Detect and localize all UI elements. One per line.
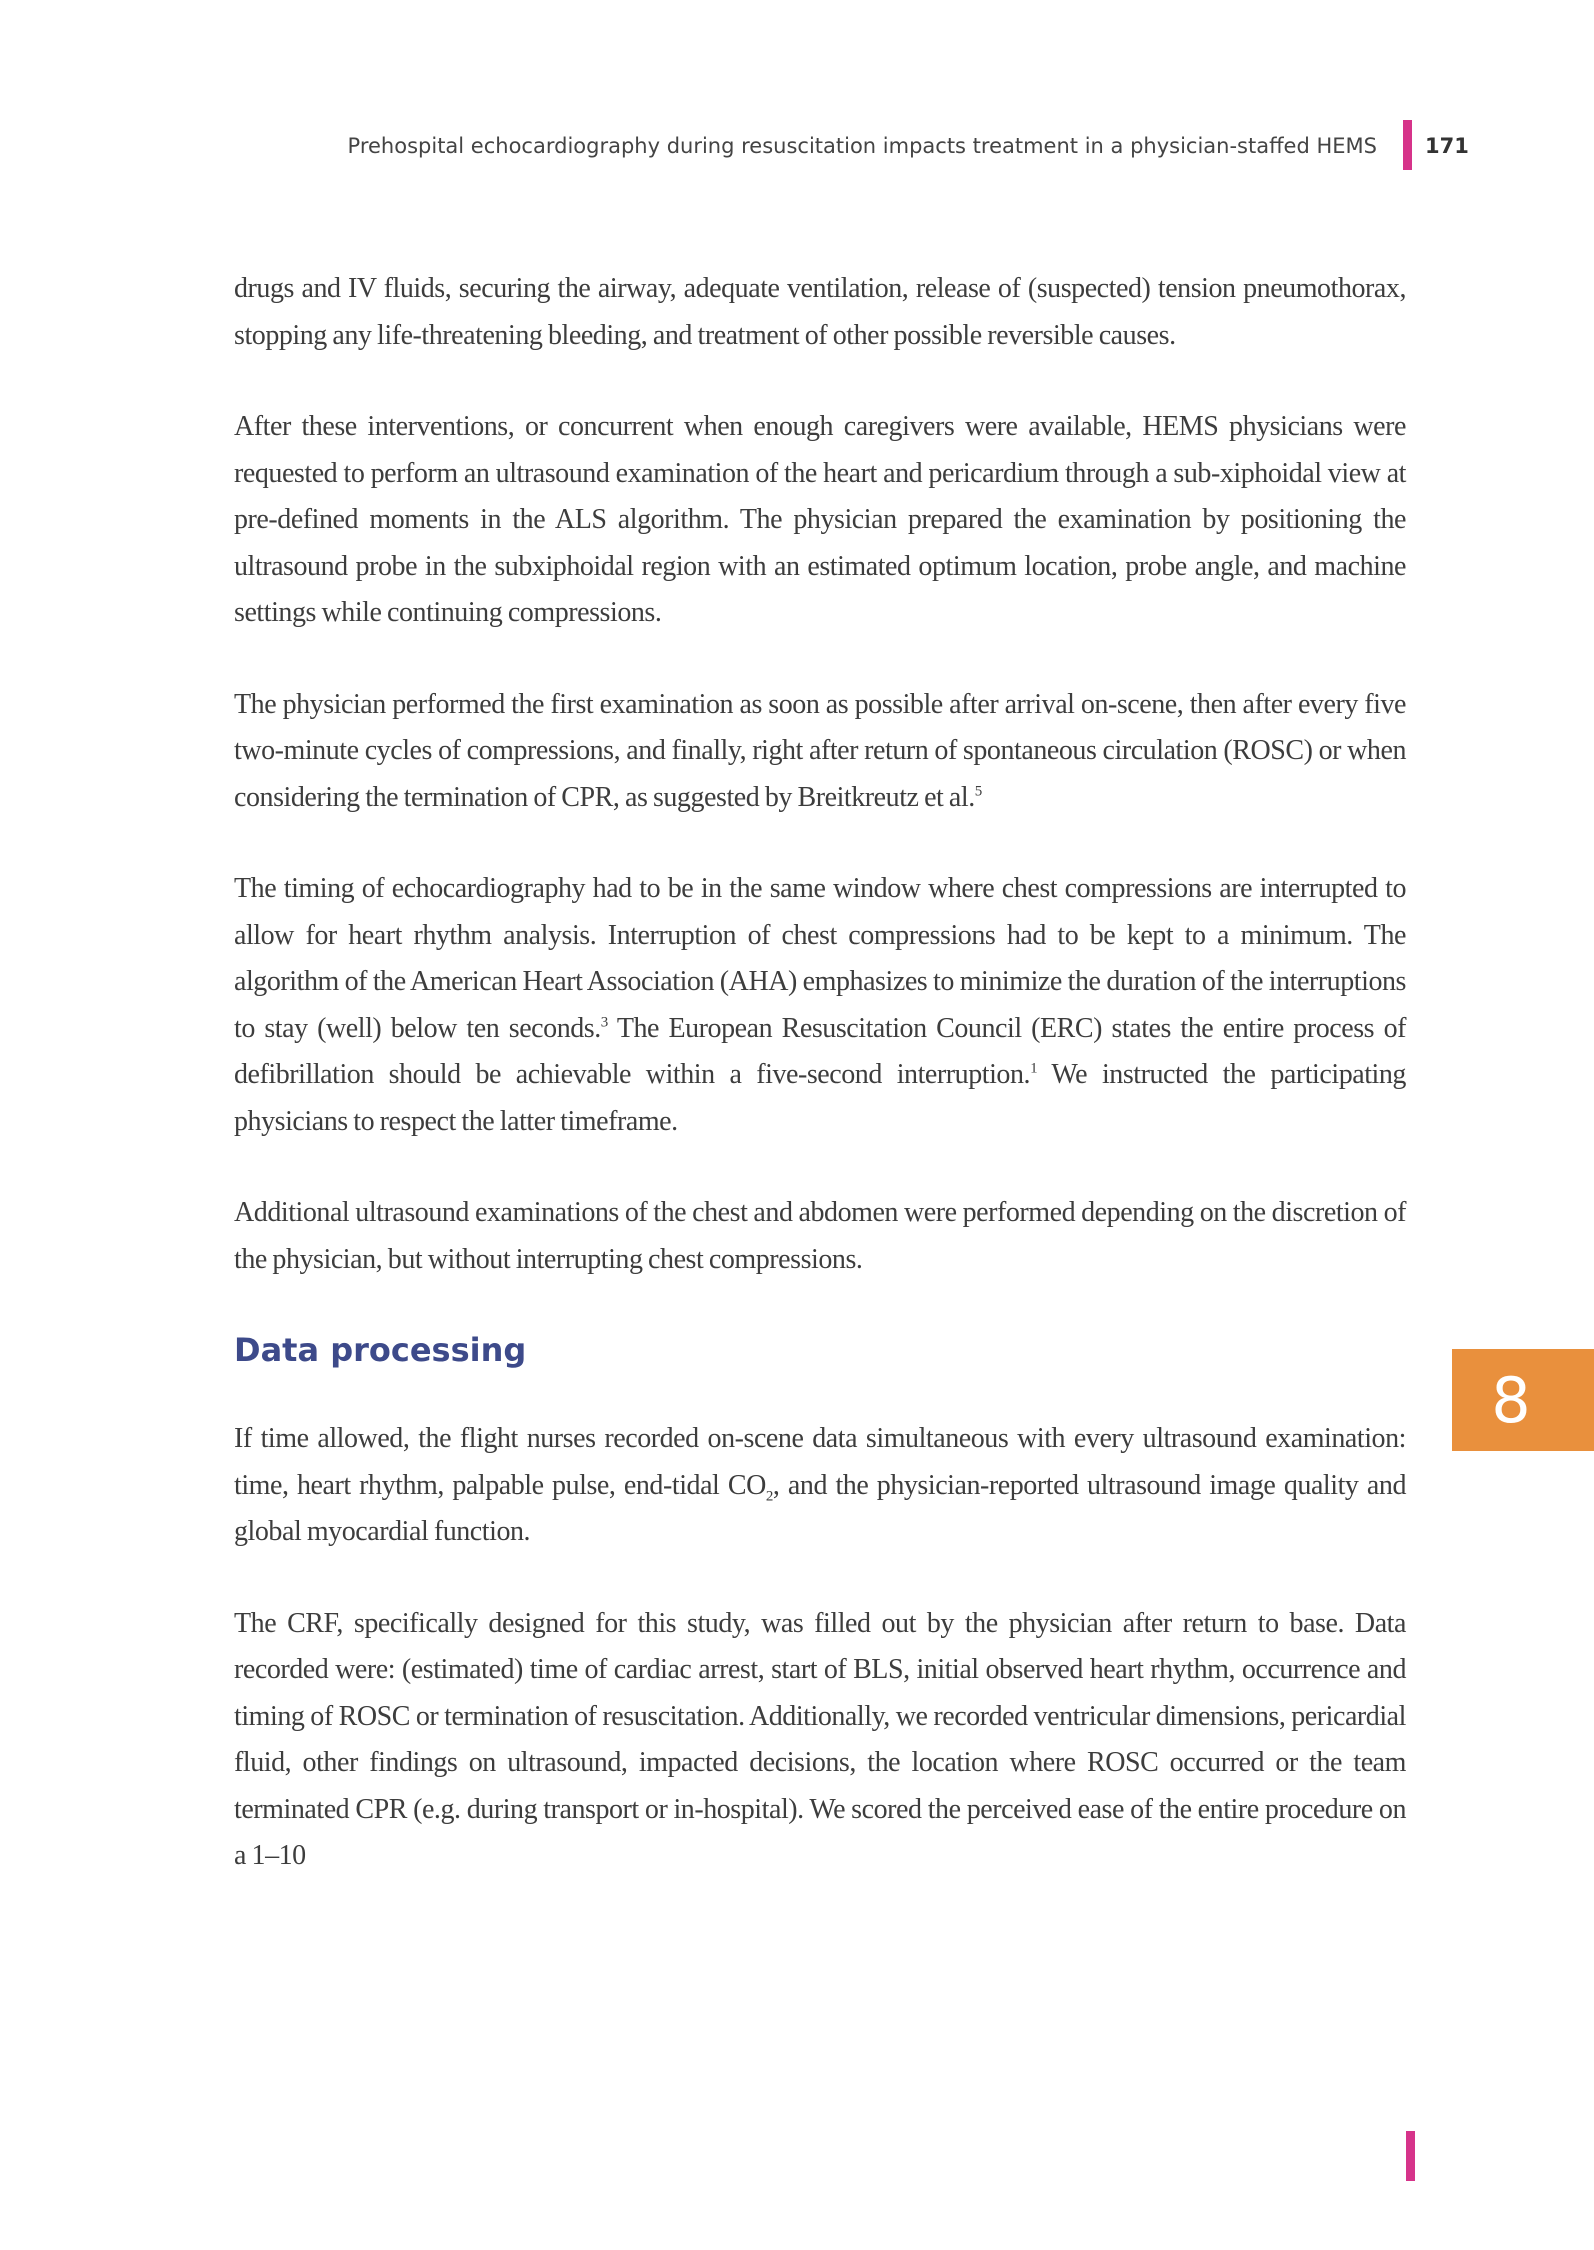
paragraph-4-text-c: We instructed the participating physicians to respect the latter timeframe. [234, 1059, 1406, 1137]
paragraph-1: drugs and IV fluids, securing the airway, adequate ventilation, release of (suspected) tension pneumothorax, stopping any life-threatening bleeding, and treatment of other possible reversible causes. [234, 273, 1406, 351]
citation-5: 5 [974, 783, 982, 800]
paragraph-2: After these interventions, or concurrent when enough caregivers were available, HEMS physicians were requested to perform an ultrasound examination of the heart and pericardium through a sub-xiphoidal view at pre-defined moments in the ALS algorithm. The physician prepared the examination by positioning the ultrasound probe in the subxiphoidal region with an estimated optimum location, probe angle, and machine settings while continuing compressions. [234, 411, 1406, 628]
footer-accent-bar [1406, 2131, 1415, 2181]
paragraph-3-text: The physician performed the first examination as soon as possible after arrival on-scene, then after every five two-minute cycles of compressions, and finally, right after return of spontaneous circulation (ROSC) or when considering the termination of CPR, as suggested by Breitkreutz et al. [234, 688, 1406, 813]
page-number: 171 [1425, 134, 1469, 158]
paragraph-6-text-b: , and the physician-reported ultrasound image quality and global myocardial function. [234, 1469, 1407, 1547]
running-title: Prehospital echocardiography during resuscitation impacts treatment in a physician-staffed HEMS [347, 134, 1377, 158]
subscript-2: 2 [765, 1488, 773, 1505]
chapter-tab [1452, 1349, 1594, 1451]
citation-3: 3 [600, 1014, 608, 1031]
paragraph-7: The CRF, specifically designed for this study, was filled out by the physician after return to base. Data recorded were: (estimated) time of cardiac arrest, start of BLS, initial observed heart rhythm, occurrence and timing of ROSC or termination of resuscitation. Additionally, we recorded ventricular dimensions, pericardial fluid, other findings on ultrasound, impacted decisions, the location where ROSC occurred or the team terminated CPR (e.g. during transport or in-hospital). We scored the perceived ease of the entire procedure on a 1–10 [234, 1607, 1406, 1871]
paragraph-5: Additional ultrasound examinations of the chest and abdomen were performed depending on the discretion of the physician, but without interrupting chest compressions. [234, 1197, 1406, 1275]
paragraph-6 [234, 1416, 1406, 1556]
paragraph-4 [234, 866, 1406, 1145]
paragraph-4-text-a: The timing of echocardiography had to be in the same window where chest compressions are interrupted to allow for heart rhythm analysis. Interruption of chest compressions had to be kept to a minimum. The algorithm of the American Heart Association (AHA) emphasizes to minimize the duration of the interruptions to stay (well) below ten seconds. [234, 873, 1406, 1044]
paragraph-4-text-b: The European Resuscitation Council (ERC) states the entire process of defibrillation should be achievable within a five-second interruption. [234, 1012, 1406, 1090]
body-text [234, 266, 1406, 1925]
chapter-number: 8 [1491, 1363, 1531, 1437]
header-accent-bar [1403, 120, 1412, 170]
citation-1: 1 [1030, 1060, 1038, 1077]
paragraph-6-text-a: If time allowed, the flight nurses recorded on-scene data simultaneous with every ultrasound examination: time, heart rhythm, palpable pulse, end-tidal CO [234, 1423, 1406, 1501]
section-heading-data-processing: Data processing [234, 1331, 527, 1369]
paragraph-3 [234, 682, 1406, 822]
